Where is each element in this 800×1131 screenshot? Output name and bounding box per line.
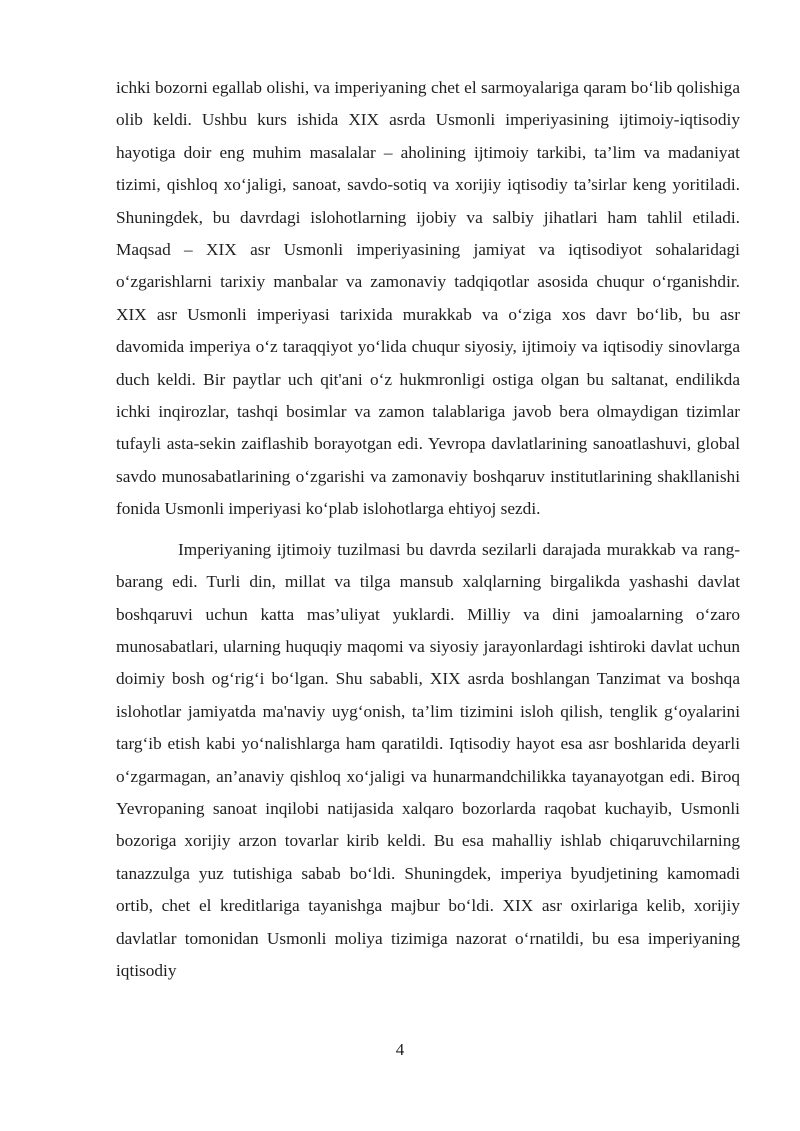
page-number: 4 (395, 1040, 405, 1059)
body-text (116, 72, 740, 987)
paragraph-1: ichki bozorni egallab olishi, va imperiyaning chet el sarmoyalariga qaram bo‘lib qolishiga olib keldi. Ushbu kurs ishida XIX asrda Usmonli imperiyasining ijtimoiy-iqtisodiy hayotiga doir eng muhim masalalar – aholining ijtimoiy tarkibi, ta’lim va madaniyat tizimi, qishloq xo‘jaligi, sanoat, savdo-sotiq va xorijiy iqtisodiy ta’sirlar keng yoritiladi. Shuningdek, bu davrdagi islohotlarning ijobiy va salbiy jihatlari ham tahlil etiladi. Maqsad – XIX asr Usmonli imperiyasining jamiyat va iqtisodiyot sohalaridagi o‘zgarishlarni tarixiy manbalar va zamonaviy tadqiqotlar asosida chuqur o‘rganishdir. XIX asr Usmonli imperiyasi tarixida murakkab va o‘ziga xos davr bo‘lib, bu asr davomida imperiya o‘z taraqqiyot yo‘lida chuqur siyosiy, ijtimoiy va iqtisodiy sinovlarga duch keldi. Bir paytlar uch qit'ani o‘z hukmronligi ostiga olgan bu saltanat, endilikda ichki inqirozlar, tashqi bosimlar va zamon talablariga javob bera olmaydigan tizimlar tufayli asta-sekin zaiflashib borayotgan edi. Yevropa davlatlarining sanoatlashuvi, global savdo munosabatlarining o‘zgarishi va zamonaviy boshqaruv institutlarining shakllanishi fonida Usmonli imperiyasi ko‘plab islohotlarga ehtiyoj sezdi. (116, 78, 740, 519)
paragraph-2: Imperiyaning ijtimoiy tuzilmasi bu davrda sezilarli darajada murakkab va rang-barang edi. Turli din, millat va tilga mansub xalqlarning birgalikda yashashi davlat boshqaruvi uchun katta mas’uliyat yuklardi. Milliy va dini jamoalarning o‘zaro munosabatlari, ularning huquqiy maqomi va siyosiy jarayonlardagi ishtiroki davlat uchun doimiy bosh og‘rig‘i bo‘lgan. Shu sababli, XIX asrda boshlangan Tanzimat va boshqa islohotlar jamiyatda ma'naviy uyg‘onish, ta’lim tizimini isloh qilish, tenglik g‘oyalarini targ‘ib etish kabi yo‘nalishlarga ham qaratildi. Iqtisodiy hayot esa asr boshlarida deyarli o‘zgarmagan, an’anaviy qishloq xo‘jaligi va hunarmandchilikka tayanayotgan edi. Biroq Yevropaning sanoat inqilobi natijasida xalqaro bozorlarda raqobat kuchayib, Usmonli bozoriga xorijiy arzon tovarlar kirib keldi. Bu esa mahalliy ishlab chiqaruvchilarning tanazzulga yuz tutishiga sabab bo‘ldi. Shuningdek, imperiya byudjetining kamomadi ortib, chet el kreditlariga tayanishga majbur bo‘ldi. XIX asr oxirlariga kelib, xorijiy davlatlar tomonidan Usmonli moliya tizimiga nazorat o‘rnatildi, bu esa imperiyaning iqtisodiy (116, 539, 740, 980)
paragraph-spacer (116, 526, 740, 534)
